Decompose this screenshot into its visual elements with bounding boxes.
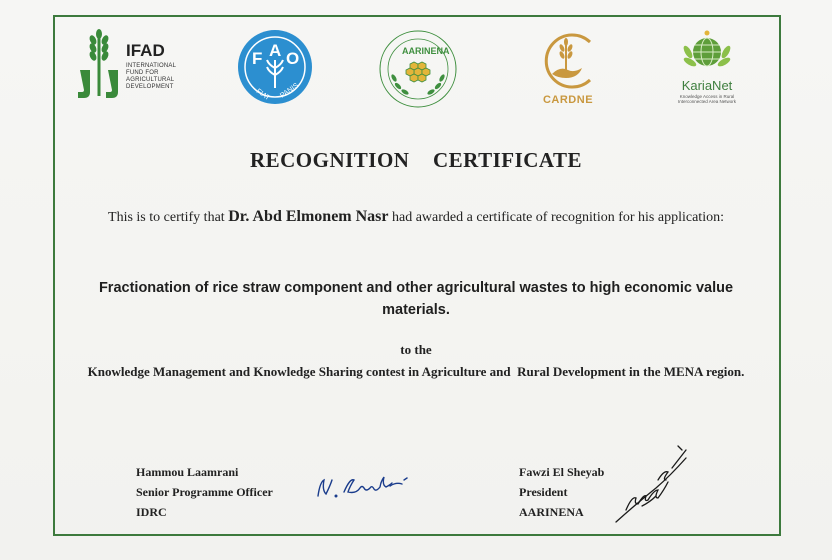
karianet-logo: [662, 28, 752, 108]
signatory-left: [136, 462, 273, 522]
to-the-text: to the: [400, 342, 432, 357]
signatory-right-org: AARINENA: [519, 505, 584, 519]
ifad-brand: IFAD: [126, 41, 165, 60]
certificate-title: RECOGNITION CERTIFICATE: [249, 148, 583, 172]
signatory-right-role: President: [519, 485, 568, 499]
ifad-subtitle: INTERNATIONAL FUND FOR AGRICULTURAL DEVELOPMENT: [126, 63, 177, 90]
svg-text:O: O: [286, 49, 300, 68]
contest-name: Knowledge Management and Knowledge Sharing contest in Agriculture and Rural Development in the MENA region.: [87, 364, 745, 379]
fao-emblem-icon: [236, 28, 314, 106]
cardne-logo: [530, 30, 606, 108]
signature-left-icon: [312, 470, 424, 506]
svg-text:F: F: [252, 49, 263, 68]
cardne-name: CARDNE: [542, 94, 594, 106]
svg-text:A: A: [269, 41, 282, 60]
ifad-wheat-icon: [76, 28, 122, 100]
certify-statement: [90, 207, 742, 228]
signatory-left-role: Senior Programme Officer: [136, 485, 273, 499]
certify-intro: This is to certify that: [108, 210, 225, 225]
signatory-right-name: Fawzi El Sheyab: [519, 465, 605, 479]
karianet-globe-icon: [662, 28, 752, 78]
signatory-left-org: IDRC: [136, 505, 167, 519]
ifad-logo: [76, 28, 188, 100]
aarinena-logo: [376, 28, 460, 110]
karianet-name: KariaNet: [681, 78, 733, 93]
cardne-wheat-hand-icon: [530, 30, 606, 92]
aarinena-emblem-icon: [376, 28, 460, 110]
signatory-left-name: Hammou Laamrani: [136, 465, 239, 479]
project-title: Fractionation of rice straw component and other agricultural wastes to high economic value materials.: [98, 280, 734, 318]
svg-text:PANIS: PANIS: [279, 82, 300, 100]
svg-text:AARINENA: AARINENA: [402, 46, 450, 56]
svg-text:FIAT: FIAT: [254, 87, 271, 103]
signature-right-icon: [612, 440, 698, 526]
karianet-tagline: Knowledge Access in Rural Interconnected Area Network: [677, 94, 737, 104]
signatory-right: [519, 462, 604, 522]
recipient-name: Dr. Abd Elmonem Nasr: [228, 208, 389, 225]
certify-text: had awarded a certificate of recognition for his application:: [392, 210, 724, 225]
fao-logo: [236, 28, 314, 106]
